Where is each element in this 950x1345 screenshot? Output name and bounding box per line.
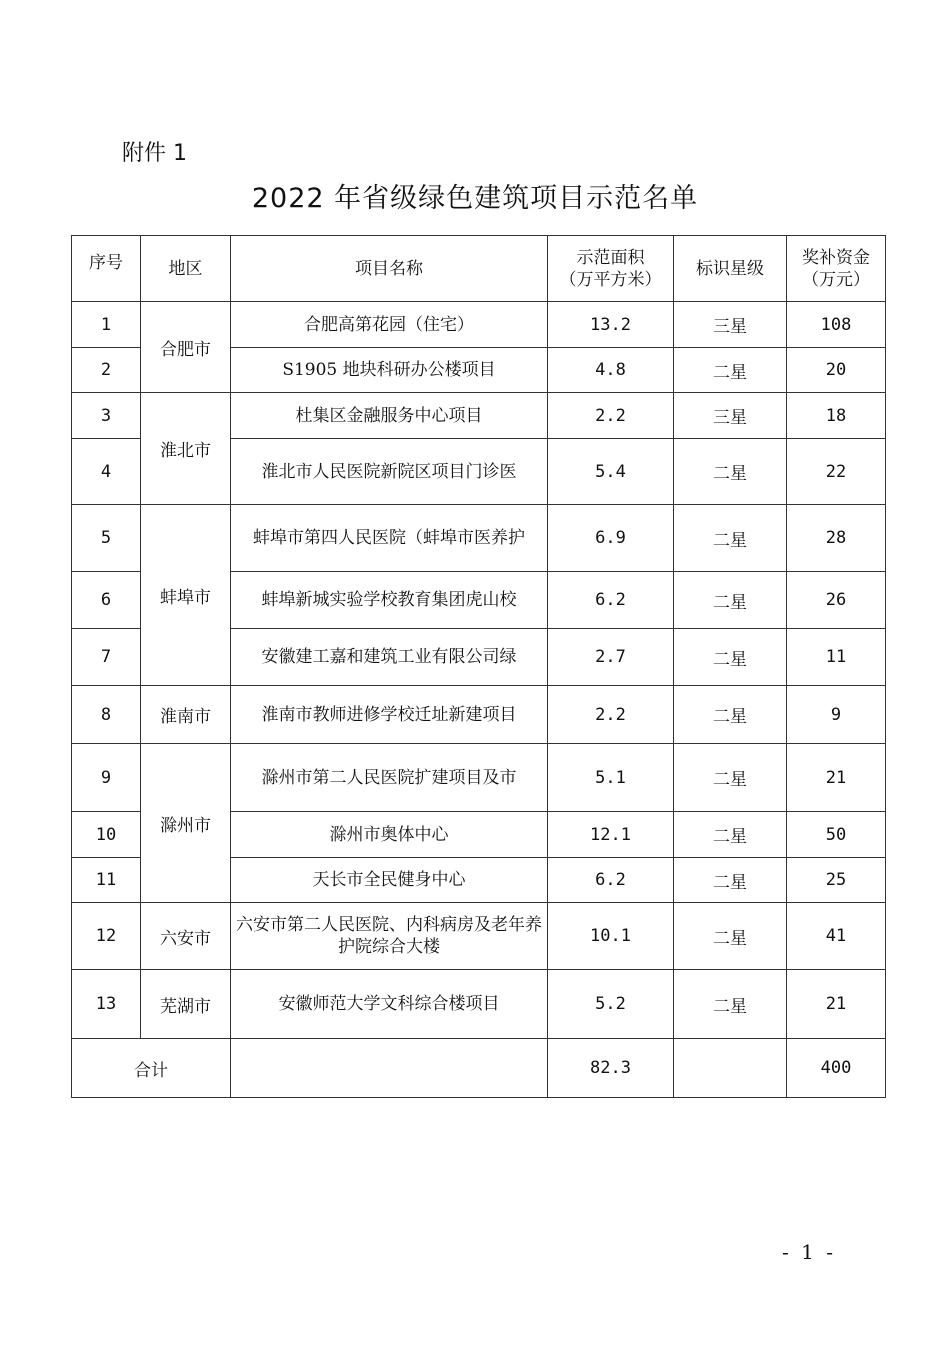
fund-value: 108 — [787, 302, 886, 348]
table-row — [72, 686, 886, 744]
header-region: 地区 — [141, 236, 231, 302]
total-label: 合计 — [72, 1039, 231, 1098]
project-name: 滁州市第二人民医院扩建项目及市 — [231, 744, 548, 812]
area-value: 12.1 — [548, 812, 674, 858]
row-no: 8 — [72, 686, 141, 744]
row-no: 9 — [72, 744, 141, 812]
header-fund: 奖补资金 （万元） — [787, 236, 886, 302]
star-level: 二星 — [674, 629, 787, 686]
project-name: 淮南市教师进修学校迁址新建项目 — [231, 686, 548, 744]
row-no: 4 — [72, 439, 141, 505]
project-name: 滁州市奥体中心 — [231, 812, 548, 858]
region-cell: 滁州市 — [141, 744, 231, 903]
star-level: 二星 — [674, 903, 787, 970]
total-name-empty — [231, 1039, 548, 1098]
star-level: 二星 — [674, 439, 787, 505]
row-no: 12 — [72, 903, 141, 970]
area-value: 2.2 — [548, 393, 674, 439]
header-level: 标识星级 — [674, 236, 787, 302]
area-value: 5.1 — [548, 744, 674, 812]
header-area: 示范面积 （万平方米） — [548, 236, 674, 302]
attachment-label: 附件 1 — [122, 141, 187, 166]
region-cell: 六安市 — [141, 903, 231, 970]
area-value: 6.9 — [548, 505, 674, 572]
row-no: 7 — [72, 629, 141, 686]
region-cell: 芜湖市 — [141, 970, 231, 1039]
star-level: 二星 — [674, 572, 787, 629]
table-row — [72, 505, 886, 572]
fund-value: 26 — [787, 572, 886, 629]
star-level: 二星 — [674, 812, 787, 858]
area-value: 13.2 — [548, 302, 674, 348]
star-level: 三星 — [674, 302, 787, 348]
region-cell: 蚌埠市 — [141, 505, 231, 686]
fund-value: 20 — [787, 348, 886, 393]
fund-value: 21 — [787, 744, 886, 812]
fund-value: 18 — [787, 393, 886, 439]
area-value: 6.2 — [548, 572, 674, 629]
row-no: 5 — [72, 505, 141, 572]
table-row — [72, 970, 886, 1039]
area-value: 2.7 — [548, 629, 674, 686]
fund-value: 28 — [787, 505, 886, 572]
row-no: 11 — [72, 858, 141, 903]
fund-value: 41 — [787, 903, 886, 970]
document-title: 2022 年省级绿色建筑项目示范名单 — [251, 183, 699, 214]
star-level: 二星 — [674, 686, 787, 744]
project-name: 安徽师范大学文科综合楼项目 — [231, 970, 548, 1039]
fund-value: 22 — [787, 439, 886, 505]
star-level: 二星 — [674, 348, 787, 393]
row-no: 3 — [72, 393, 141, 439]
header-name: 项目名称 — [231, 236, 548, 302]
star-level: 二星 — [674, 970, 787, 1039]
area-value: 2.2 — [548, 686, 674, 744]
project-name: 杜集区金融服务中心项目 — [231, 393, 548, 439]
area-value: 6.2 — [548, 858, 674, 903]
table-row — [72, 903, 886, 970]
area-value: 5.2 — [548, 970, 674, 1039]
star-level: 二星 — [674, 744, 787, 812]
total-level-empty — [674, 1039, 787, 1098]
area-value: 10.1 — [548, 903, 674, 970]
total-row — [72, 1039, 886, 1098]
project-name: 蚌埠新城实验学校教育集团虎山校 — [231, 572, 548, 629]
header-no: 序号 — [72, 236, 141, 302]
fund-value: 25 — [787, 858, 886, 903]
star-level: 二星 — [674, 858, 787, 903]
table-row — [72, 393, 886, 439]
fund-value: 11 — [787, 629, 886, 686]
project-name: 天长市全民健身中心 — [231, 858, 548, 903]
fund-value: 50 — [787, 812, 886, 858]
table-row — [72, 744, 886, 812]
row-no: 1 — [72, 302, 141, 348]
row-no: 6 — [72, 572, 141, 629]
region-cell: 合肥市 — [141, 302, 231, 393]
row-no: 13 — [72, 970, 141, 1039]
total-fund: 400 — [787, 1039, 886, 1098]
project-table — [71, 235, 886, 1098]
region-cell: 淮北市 — [141, 393, 231, 505]
project-name: S1905 地块科研办公楼项目 — [231, 348, 548, 393]
project-name: 合肥高第花园（住宅） — [231, 302, 548, 348]
page-number: - 1 - — [782, 1240, 836, 1264]
project-name: 蚌埠市第四人民医院（蚌埠市医养护 — [231, 505, 548, 572]
row-no: 2 — [72, 348, 141, 393]
total-area: 82.3 — [548, 1039, 674, 1098]
fund-value: 9 — [787, 686, 886, 744]
row-no: 10 — [72, 812, 141, 858]
project-name: 安徽建工嘉和建筑工业有限公司绿 — [231, 629, 548, 686]
area-value: 5.4 — [548, 439, 674, 505]
project-name: 淮北市人民医院新院区项目门诊医 — [231, 439, 548, 505]
fund-value: 21 — [787, 970, 886, 1039]
project-name: 六安市第二人民医院、内科病房及老年养护院综合大楼 — [231, 903, 548, 970]
area-value: 4.8 — [548, 348, 674, 393]
table-row — [72, 302, 886, 348]
star-level: 三星 — [674, 393, 787, 439]
table-header-row — [72, 236, 886, 302]
region-cell: 淮南市 — [141, 686, 231, 744]
star-level: 二星 — [674, 505, 787, 572]
